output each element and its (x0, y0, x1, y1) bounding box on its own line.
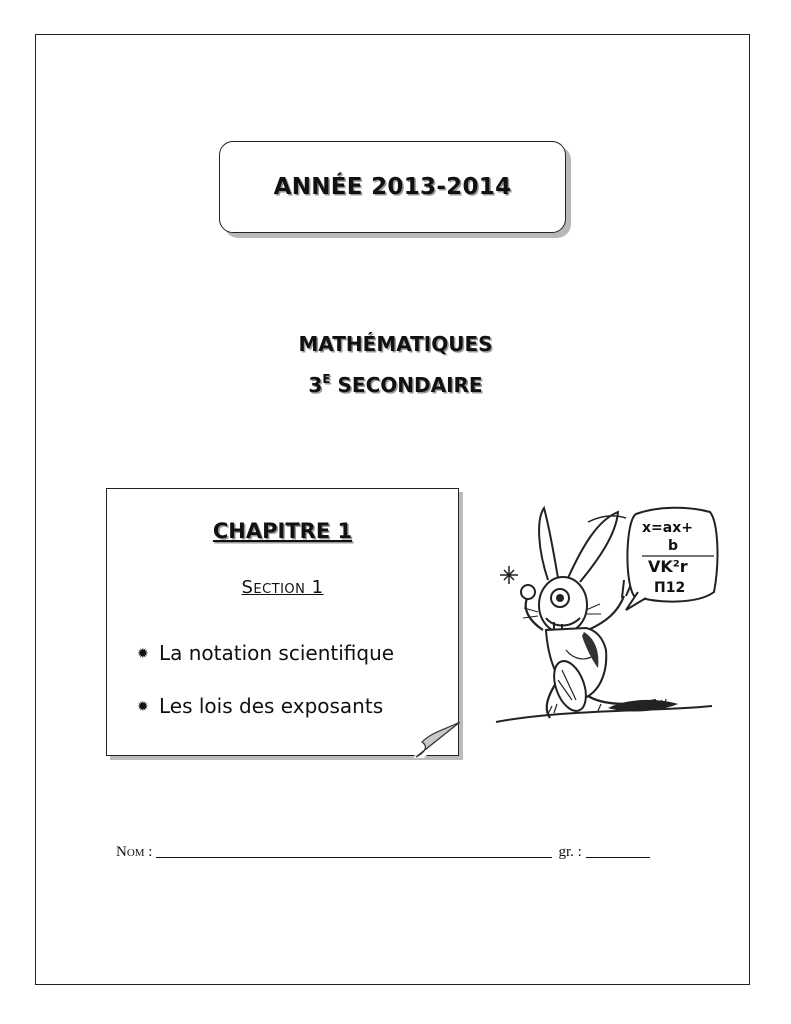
bubble-line: x=ax+ (642, 520, 693, 536)
bubble-line: VK²r (648, 557, 688, 576)
bubble-line: Π12 (654, 580, 686, 596)
asterisk-bullet-icon: ✹ (137, 646, 149, 662)
rabbit-mathematician-illustration (488, 500, 720, 735)
list-item-label: La notation scientifique (159, 641, 395, 665)
asterisk-bullet-icon: ✹ (137, 699, 149, 715)
year-title: ANNÉE 2013-2014 (273, 174, 512, 200)
page-curl-icon (414, 722, 460, 758)
list-item (137, 641, 394, 665)
list-item (137, 694, 383, 718)
chapter-title: CHAPITRE 1 (212, 519, 353, 543)
group-label: gr. : (558, 844, 582, 860)
name-label: Nom : (116, 844, 153, 860)
bubble-line: b (668, 538, 679, 554)
name-blank[interactable] (156, 843, 552, 858)
grade-label: SECONDAIRE (337, 373, 483, 397)
name-field-row (116, 843, 650, 861)
grade-number: 3 (308, 373, 323, 397)
subject-title: MATHÉMATIQUES (298, 332, 493, 356)
chapter-card (106, 488, 459, 756)
list-item-label: Les lois des exposants (159, 694, 384, 718)
grade-title (0, 372, 791, 397)
group-blank[interactable] (586, 843, 650, 858)
section-title: Section 1 (241, 577, 324, 598)
grade-suffix: E (322, 372, 331, 386)
year-banner (219, 141, 566, 233)
